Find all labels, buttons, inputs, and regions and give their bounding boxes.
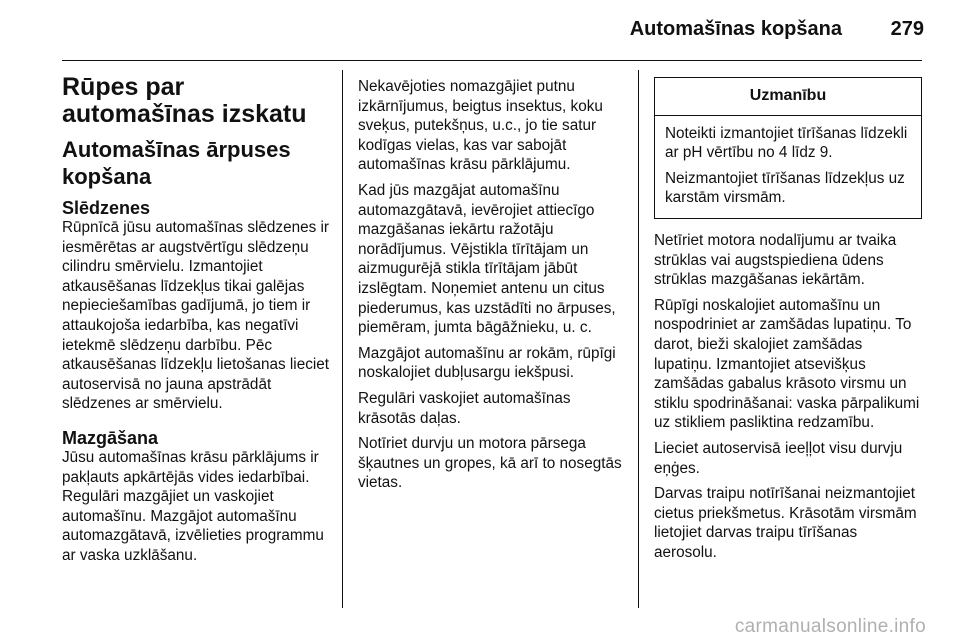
- column-1: [62, 74, 330, 572]
- paragraph: Nekavējoties nomazgājiet putnu izkārnījumus, beigtus insektus, koku sveķus, putekšņus, u.c., jo tie satur kodīgas vielas, kas var sabojāt automašīnas krāsu pārklājumu.: [358, 78, 603, 174]
- paragraph: Rūpīgi noskalojiet automašīnu un nospodriniet ar zamšādas lupatiņu. To darot, bieži skalojiet zamšādas lupatiņu. Izmantojiet atsevišķus zamšādas gabalus krāsoto virsmu un stiklu spodrināšanai: vaska pārpalikumi uz stikliem pasliktina redzamību.: [654, 296, 920, 432]
- column-3: [654, 77, 922, 568]
- paragraph: Netīriet motora nodalījumu ar tvaika strūklas vai augstspiediena ūdens strūklas mazgāšanas iekārtām.: [654, 231, 897, 289]
- subsection-title: Automašīnas ārpuses kopšana: [62, 137, 291, 189]
- caution-paragraph: Noteikti izmantojiet tīrīšanas līdzekli ar pH vērtību no 4 līdz 9.: [665, 124, 908, 162]
- paragraph: Regulāri vaskojiet automašīnas krāsotās daļas.: [358, 389, 571, 427]
- paragraph: Mazgājot automašīnu ar rokām, rūpīgi noskalojiet dubļusargu iekšpusi.: [358, 344, 616, 382]
- column-divider-1: [342, 70, 343, 608]
- section-title: Rūpes par automašīnas izskatu: [62, 73, 307, 128]
- caution-paragraph: Neizmantojiet tīrīšanas līdzekļus uz karstām virsmām.: [665, 169, 905, 207]
- column-divider-2: [638, 70, 639, 608]
- paragraph: Kad jūs mazgājat automašīnu automazgātavā, ievērojiet attiecīgo mazgāšanas iekārtu ražotāju norādījumus. Vējstikla tīrītājam un aizmugurējā stikla tīrītājam jābūt izslēgtam. Noņemiet antenu un citus piederumus, kas uzstādīti no ārpuses, piemēram, jumta bāgāžnieku, u. c.: [358, 181, 616, 337]
- caution-body: [655, 116, 921, 218]
- locks-heading: Slēdzenes: [62, 198, 151, 218]
- paragraph: Lieciet autoservisā ieeļļot visu durvju eņģes.: [654, 439, 903, 477]
- caution-box: [654, 77, 922, 219]
- paragraph: Darvas traipu notīrīšanai neizmantojiet cietus priekšmetus. Krāsotām virsmām lietojiet darvas traipu tīrīšanas aerosolu.: [654, 485, 917, 561]
- locks-paragraph: Rūpnīcā jūsu automašīnas slēdzenes ir iesmērētas ar augstvērtīgu slēdzeņu cilindru smērvielu. Izmantojiet atkausēšanas līdzekļus tikai galējas nepieciešamības gadījumā, jo tiem ir attaukojoša iedarbība, kas negatīvi ietekmē slēdzeņu darbību. Pēc atkausēšanas līdzekļu lietošanas lieciet autoservisā no jauna apstrādāt slēdzenes ar smērvielu.: [62, 219, 330, 413]
- page-number: 279: [890, 18, 924, 40]
- paragraph: Notīriet durvju un motora pārsega šķautnes un gropes, kā arī to nosegtās vietas.: [358, 435, 622, 492]
- watermark: carmanualsonline.info: [734, 616, 926, 637]
- header-rule: [62, 60, 922, 61]
- washing-paragraph: Jūsu automašīnas krāsu pārklājums ir pakļauts apkārtējās vides iedarbībai. Regulāri mazgājiet un vaskojiet automašīnu. Mazgājot automašīnu automazgātavā, izvēlieties programmu ar vaska uzklāšanu.: [62, 448, 324, 564]
- running-header-title: Automašīnas kopšana: [629, 18, 842, 40]
- column-2: [358, 77, 626, 499]
- washing-heading: Mazgāšana: [62, 427, 159, 448]
- caution-title: Uzmanību: [655, 78, 921, 116]
